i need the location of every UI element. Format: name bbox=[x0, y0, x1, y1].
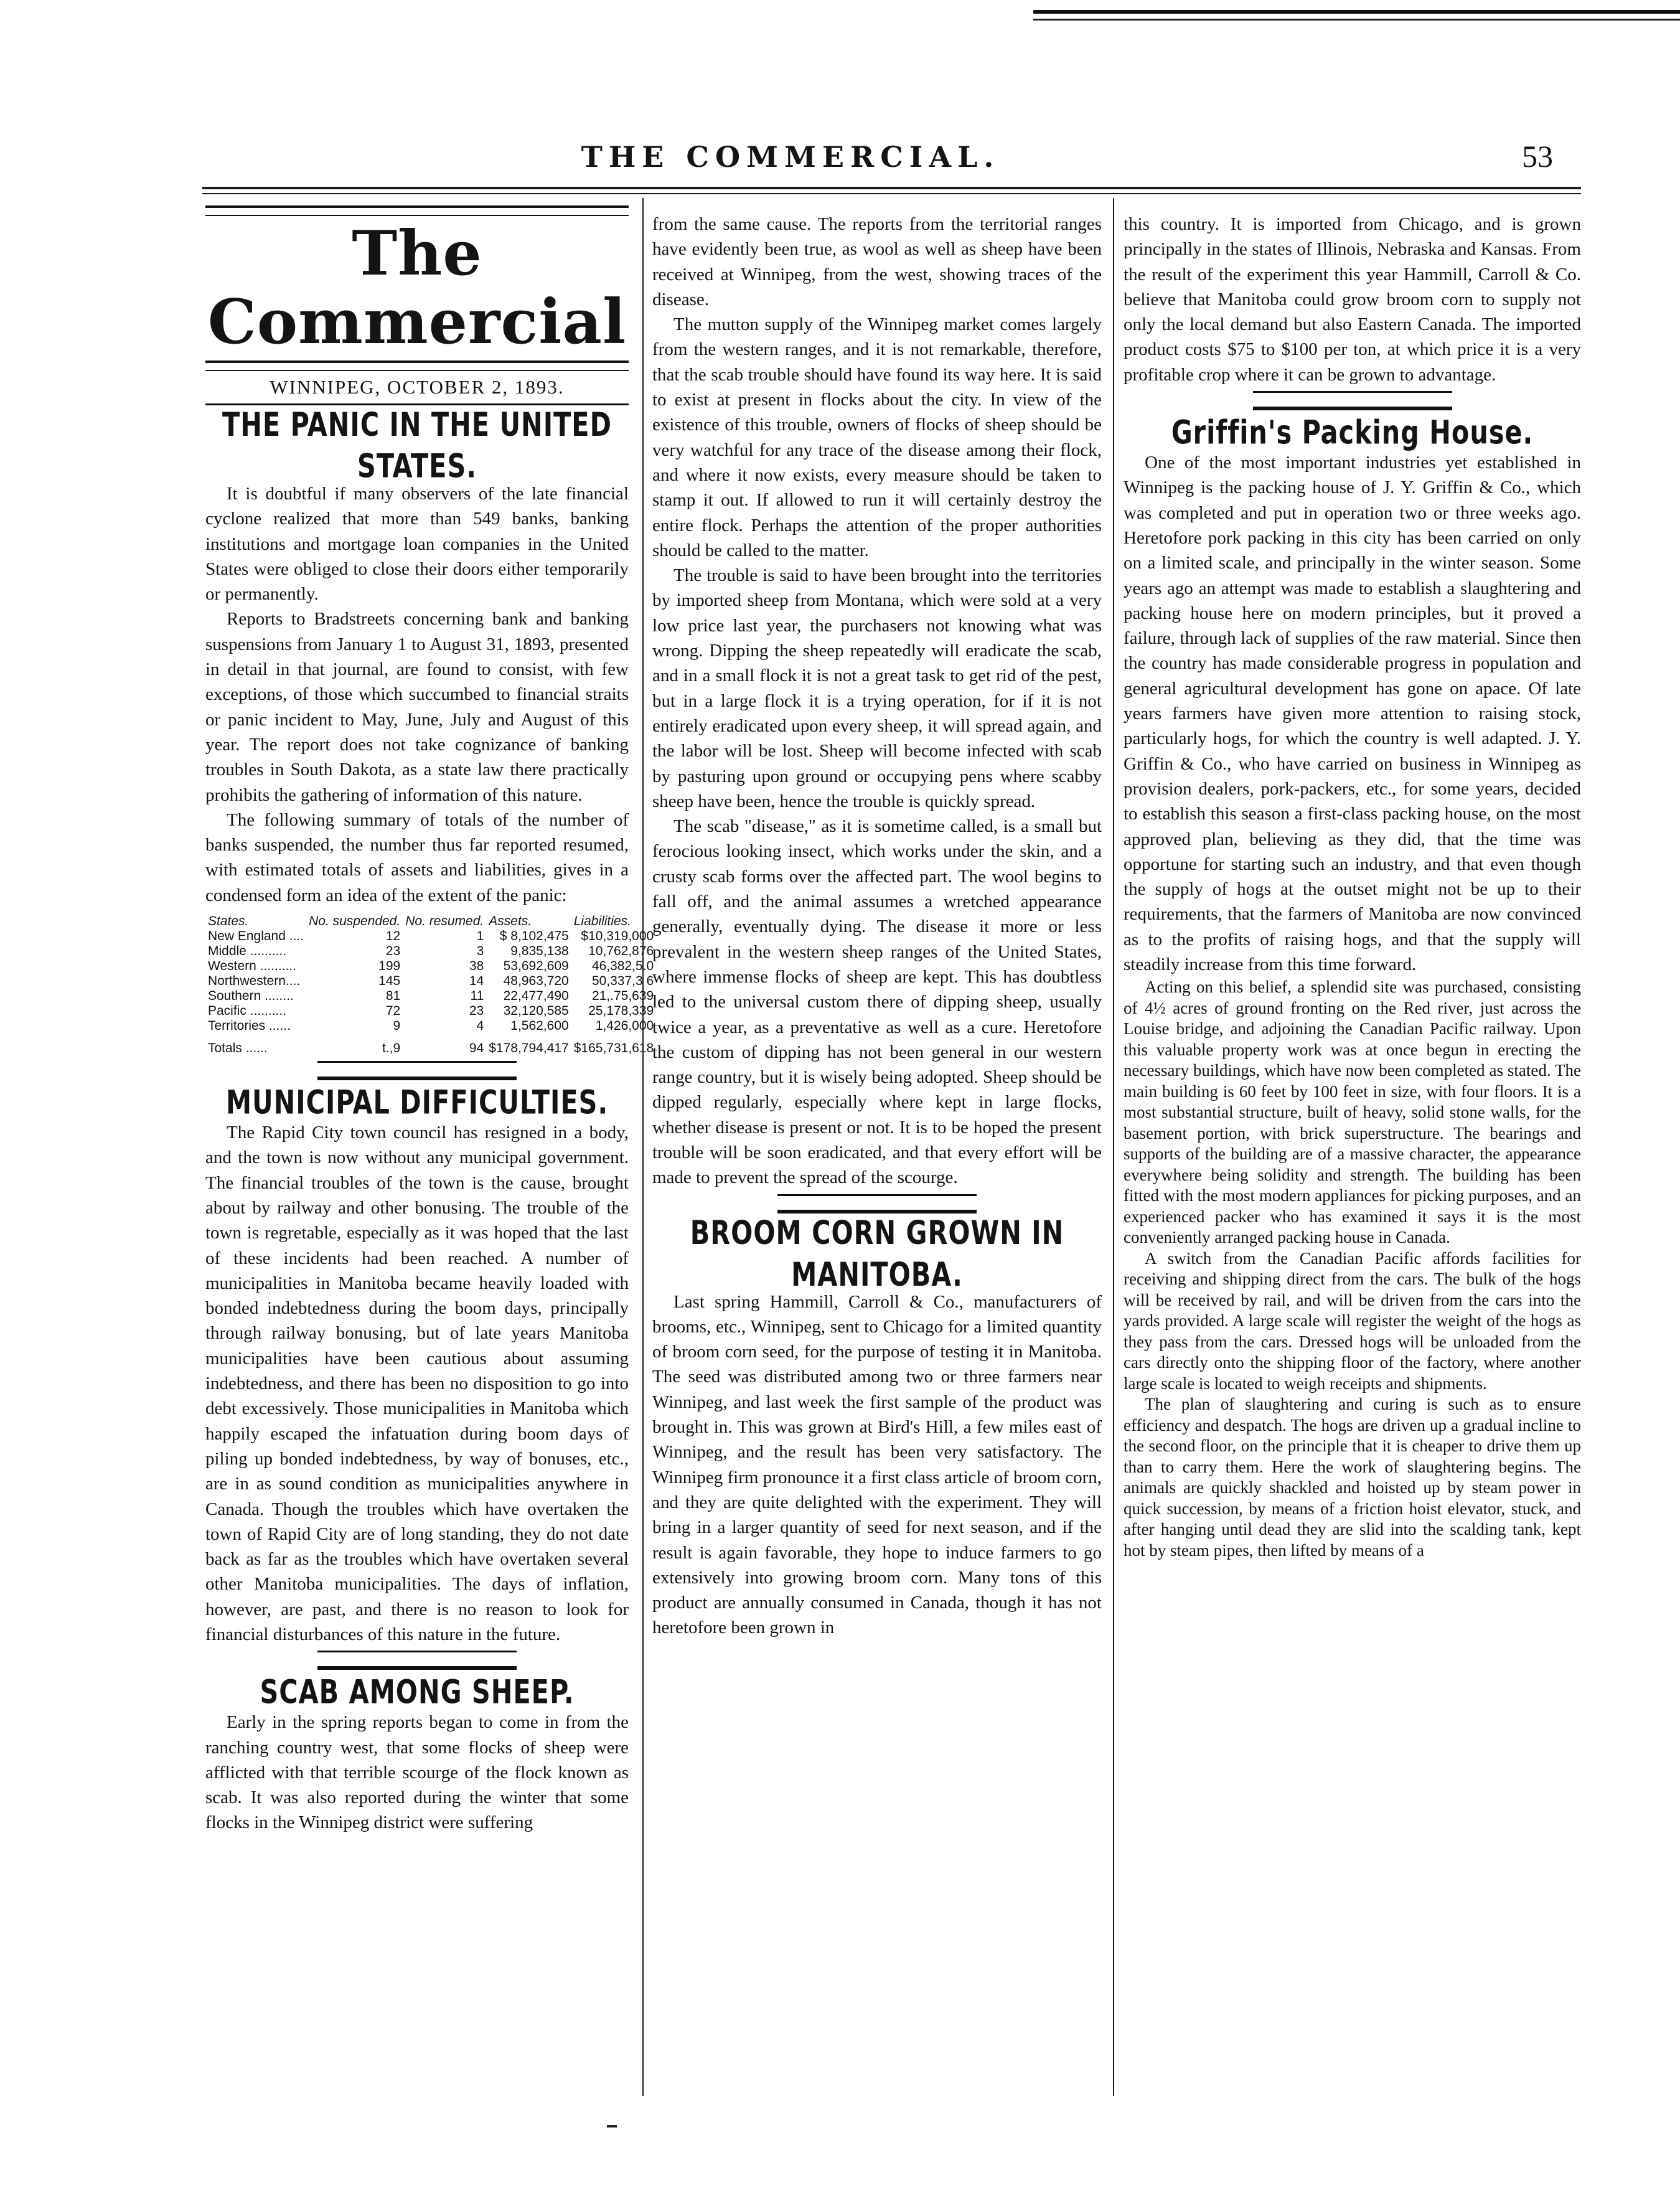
packing-paragraph: The plan of slaughtering and curing is such as to ensure efficiency and despatch. The hogs are driven up a gradual incline to the second floor, on the principle that it is cheaper to drive them up than to carry them. Here the work of slaughtering begins. The animals are quickly shackled and hoisted up by steam power in quick succession, by means of a friction hoist elevator, stuck, and after hanging until dead they are slid into the scalding tank, kept hot by steam pipes, then lifted by means of a bbox=[1124, 1395, 1581, 1560]
table-cell: 4 bbox=[476, 1019, 484, 1034]
packing-paragraph: One of the most important industries yet established in Winnipeg is the packing house of J. Y. Griffin & Co., which was completed and put in operation two or three weeks ago. Heretofore pork packing in this city has been carried on only on a limited scale, and principally in the winter season. Some years ago an attempt was made to establish a slaughtering and packing house here on modern principles, but it proved a failure, through lack of supplies of the raw material. Since then the country has made considerable progress in population and general agricultural development has gone on apace. Of late years farmers have given more attention to raising stock, particularly hogs, for which the country is well adapted. J. Y. Griffin & Co., who have carried on business in Winnipeg as provision dealers, pork-packers, etc., for some years, decided to establish this season a first-class packing house, on the most approved plan, believing as they did, that the time was opportune for starting such an industry, and that even though the supply of hogs at the outset might not be up to their requirements, that the farmers of Manitoba are now convinced as to the profits of raising hogs, and that the supply will steadily increase from this time forward. bbox=[1124, 453, 1581, 975]
table-cell: 10,762,876 bbox=[588, 944, 654, 959]
table-cell: 46,382,5.0 bbox=[591, 959, 654, 974]
table-cell: 1 bbox=[476, 929, 484, 944]
table-cell: 94 bbox=[469, 1041, 484, 1056]
packing-paragraph: Acting on this belief, a splendid site was purchased, consisting of 4½ acres of ground fronting on the Red river, just across the Louise bridge, and adjoining the Canadian Pacific railway. Upon this valuable property work was at once begun in erecting the necessary buildings, which have now been completed as stated. The main building is 60 feet by 100 feet in size, with four floors. It is a most substantial structure, built of heavy, solid stone walls, for the basement portion, with brick superstructure. The bearings and supports of the building are of a massive character, the appearance everywhere being solidity and strength. The building has been fitted with the most modern appliances for picking purposes, and an experienced packer who has examined it says it is the most conveniently arranged packing house in Canada. bbox=[1124, 978, 1581, 1247]
table-cell: Totals ...... bbox=[208, 1041, 268, 1056]
headline-panic: THE PANIC IN THE UNITED STATES. bbox=[222, 405, 612, 486]
table-cell: 14 bbox=[469, 974, 484, 989]
table-cell: Pacific .......... bbox=[208, 1004, 287, 1019]
packing-small-type bbox=[1124, 977, 1581, 1561]
table-cell: 38 bbox=[469, 959, 484, 974]
table-header-row bbox=[205, 914, 656, 929]
table-cell: 48,963,720 bbox=[503, 974, 569, 989]
headline-scab: SCAB AMONG SHEEP. bbox=[260, 1672, 575, 1712]
table-row bbox=[205, 929, 656, 944]
table-cell: 81 bbox=[385, 989, 401, 1004]
running-title: THE COMMERCIAL. bbox=[581, 140, 1000, 174]
column-2 bbox=[652, 212, 1102, 1641]
table-row bbox=[205, 1019, 656, 1034]
masthead-rule-bottom bbox=[205, 360, 629, 371]
table-cell: $ 8,102,475 bbox=[499, 929, 569, 944]
table-cell: 23 bbox=[385, 944, 401, 959]
bank-suspensions-table bbox=[205, 914, 656, 1056]
table-row bbox=[205, 989, 656, 1004]
column-divider-2 bbox=[1113, 198, 1114, 2096]
dateline: WINNIPEG, OCTOBER 2, 1893. bbox=[270, 376, 565, 398]
municipal-paragraph: The Rapid City town council has resigned in a body, and the town is now without any municipal government. The financial troubles of the town is the cause, brought about by railway and other bonusing. The trouble of the town is regretable, especially as it was hoped that the last of these incidents had been reached. A number of municipalities in Manitoba became heavily loaded with bonded indebtedness during the boom days, principally through railway bonusing, but of late years Manitoba municipalities have been cautious about assuming indebtedness, and there has been no disposition to go into debt excessively. Those municipalities in Manitoba which happily escaped the infatuation during boom days of piling up bonded indebtedness, by way of bonuses, etc., are in as sound condition as municipalities anywhere in Canada. Though the troubles which have overtaken the town of Rapid City are of long standing, they do not date back as far as the troubles which have overtaken several other Manitoba municipalities. The days of inflation, however, are past, and there is no reason to look for financial disturbances of this nature in the future. bbox=[205, 1123, 629, 1644]
table-cell: 32,120,585 bbox=[503, 1004, 569, 1019]
table-cell: Southern ........ bbox=[208, 989, 294, 1004]
header-rule-thin bbox=[202, 193, 1581, 194]
table-row bbox=[205, 974, 656, 989]
column-3 bbox=[1124, 212, 1581, 1561]
broom-corn-continued-paragraph: this country. It is imported from Chicago, and is grown principally in the states of Illinois, Nebraska and Kansas. From the result of the experiment this year Hammill, Carroll & Co. believe that Manitoba could grow broom corn to supply not only the local demand but also Eastern Canada. The imported product costs $75 to $100 per ton, at which price it is a very profitable crop where it can be grown to advantage. bbox=[1124, 214, 1581, 385]
table-cell: 1,562,600 bbox=[510, 1019, 569, 1034]
scab-paragraph: The trouble is said to have been brought into the territories by imported sheep from Montana, which were sold at a very low price last year, the purchasers not knowing what was wrong. Dipping the sheep repeatedly will eradicate the scab, and in a small flock it is not a great task to get rid of the pest, but in a large flock it is a trying operation, for if it is not entirely eradicated upon every sheep, it will spread again, and the labor will be lost. Sheep will become infected with scab by pasturing upon ground or occupying pens where scabby sheep have been, hence the trouble is quickly spread. bbox=[652, 565, 1102, 811]
table-header: No. resumed. bbox=[405, 914, 484, 929]
header-rule bbox=[202, 187, 1581, 189]
table-cell: $178,794,417 bbox=[489, 1041, 569, 1056]
broom-corn-paragraph: Last spring Hammill, Carroll & Co., manufacturers of brooms, etc., Winnipeg, sent to Chicago for a limited quantity of broom corn seed, for the purpose of testing it in Manitoba. The seed was distributed among two or three farmers near Winnipeg, and last week the first sample of the product was brought in. This was grown at Bird's Hill, a few miles east of Winnipeg, and the result has been very satisfactory. The Winnipeg firm pronounce it a first class article of broom corn, and they are quite delighted with the experiment. They will bring in a larger quantity of seed for next season, and if the result is again favorable, they hope to induce farmers to go extensively into growing broom corn. Many tons of this product are annually consumed in Canada, though it has not heretofore been grown in bbox=[652, 1291, 1102, 1638]
table-row bbox=[205, 959, 656, 974]
headline-municipal: MUNICIPAL DIFFICULTIES. bbox=[225, 1082, 609, 1122]
table-cell: 199 bbox=[378, 959, 401, 974]
table-cell: 9 bbox=[393, 1019, 401, 1034]
table-cell: Northwestern.... bbox=[208, 974, 301, 989]
section-separator bbox=[317, 1061, 517, 1080]
panic-paragraph: The following summary of totals of the number of banks suspended, the number thus far reported resumed, with estimated totals of assets and liabilities, gives in a condensed form an idea of the extent of the panic: bbox=[205, 809, 629, 905]
table-cell: New England .... bbox=[208, 929, 304, 944]
table-cell: 22,477,490 bbox=[503, 989, 569, 1004]
table-total-row bbox=[205, 1034, 656, 1056]
masthead-rule-top bbox=[205, 205, 629, 216]
column-divider-1 bbox=[642, 198, 644, 2096]
table-row bbox=[205, 944, 656, 959]
table-cell: 23 bbox=[469, 1004, 484, 1019]
page-number: 53 bbox=[1522, 139, 1553, 174]
panic-paragraph: Reports to Bradstreets concerning bank and banking suspensions from January 1 to August 31, 1893, presented in detail in that journal, are found to consist, with few exceptions, of those which succumbed to financial straits or panic incident to May, June, July and August of this year. The report does not take cognizance of banking troubles in South Dakota, as a state law there practically prohibits the gathering of information of this nature. bbox=[205, 609, 629, 805]
scab-continued-paragraph: from the same cause. The reports from the territorial ranges have evidently been true, as wool as well as sheep have been received at Winnipeg, from the west, showing traces of the disease. bbox=[652, 214, 1102, 309]
table-cell: 72 bbox=[385, 1004, 401, 1019]
table-cell: Middle .......... bbox=[208, 944, 287, 959]
table-cell: t.,9 bbox=[382, 1041, 401, 1056]
masthead-title: The Commercial bbox=[207, 218, 627, 358]
table-cell: 53,692,609 bbox=[503, 959, 569, 974]
table-header: Liabilities. bbox=[573, 914, 631, 929]
headline-griffins-packing: Griffin's Packing House. bbox=[1171, 413, 1534, 452]
table-cell: 50,337,3 6 bbox=[591, 974, 654, 989]
footer-mark bbox=[607, 2125, 617, 2127]
scab-paragraph: Early in the spring reports began to come in from the ranching country west, that some flocks of sheep were afflicted with that terrible scourge of the flock known as scab. It was also reported during the winter that some flocks in the Winnipeg district were suffering bbox=[205, 1712, 629, 1833]
table-cell: 12 bbox=[385, 929, 401, 944]
table-cell: $165,731,618 bbox=[573, 1041, 654, 1056]
headline-broom-corn: BROOM CORN GROWN IN MANITOBA. bbox=[690, 1213, 1064, 1293]
table-header: States. bbox=[208, 914, 249, 929]
section-separator bbox=[317, 1651, 517, 1670]
scab-paragraph: The mutton supply of the Winnipeg market comes largely from the western ranges, and it is not remarkable, therefore, that the scab trouble should have found its way here. It is said to exist at present in flocks about the city. In view of the existence of this trouble, owners of flocks of sheep should be very watchful for any trace of the disease among their flock, and where it now exists, every measure should be taken to stamp it out. If allowed to run it will certainly destroy the entire flock. Perhaps the attention of the proper authorities should be called to the matter. bbox=[652, 314, 1102, 560]
table-row bbox=[205, 1004, 656, 1019]
table-cell: 21,.75,639 bbox=[591, 989, 654, 1004]
scab-paragraph: The scab "disease," as it is sometime called, is a small but ferocious looking insect, which works under the skin, and a crusty scab forms over the affected part. The wool begins to fall off, and the animal assumes a wretched appearance generally, eventually dying. The disease it more or less prevalent in the western sheep ranges of the United States, where immense flocks of sheep are kept. This has doubtless led to the universal custom there of dipping sheep, usually twice a year, as a preventative as well as a cure. Heretofore the custom of dipping has not been general in our western range country, but it is wisely being adopted. Sheep should be dipped regularly, especially where kept in large flocks, whether disease is present or not. It is to be hoped the present trouble will be soon eradicated, and that every effort will be made to prevent the spread of the scourge. bbox=[652, 816, 1102, 1188]
section-separator bbox=[1253, 391, 1452, 410]
table-cell: 1,426,000 bbox=[595, 1019, 654, 1034]
panic-paragraph: It is doubtful if many observers of the late financial cyclone realized that more than 549 banks, banking institutions and mortgage loan companies in the United States were obliged to close their doors either temporarily or permanently. bbox=[205, 484, 629, 605]
table-cell: 3 bbox=[476, 944, 484, 959]
table-cell: 145 bbox=[378, 974, 401, 989]
top-border-rule bbox=[1033, 10, 1680, 14]
top-border-rule-thin bbox=[1033, 19, 1680, 21]
table-header: Assets. bbox=[489, 914, 532, 929]
table-cell: 9,835,138 bbox=[510, 944, 569, 959]
table-cell: Western .......... bbox=[208, 959, 296, 974]
packing-paragraph: A switch from the Canadian Pacific affords facilities for receiving and shipping direct from the cars. The bulk of the hogs will be received by rail, and will be driven from the cars into the yards provided. A large scale will register the weight of the hogs as they pass from the cars. Dressed hogs will be unloaded from the cars directly onto the shipping floor of the factory, where another large scale is located to weigh receipts and shipments. bbox=[1124, 1248, 1581, 1393]
table-cell: 25,178,339 bbox=[588, 1004, 654, 1019]
table-header: No. suspended. bbox=[309, 914, 401, 929]
table-cell: $10,319,000 bbox=[581, 929, 654, 944]
section-separator bbox=[777, 1194, 977, 1213]
table-cell: Territories ...... bbox=[208, 1019, 291, 1034]
column-1 bbox=[205, 205, 654, 1835]
table-cell: 11 bbox=[470, 989, 484, 1004]
